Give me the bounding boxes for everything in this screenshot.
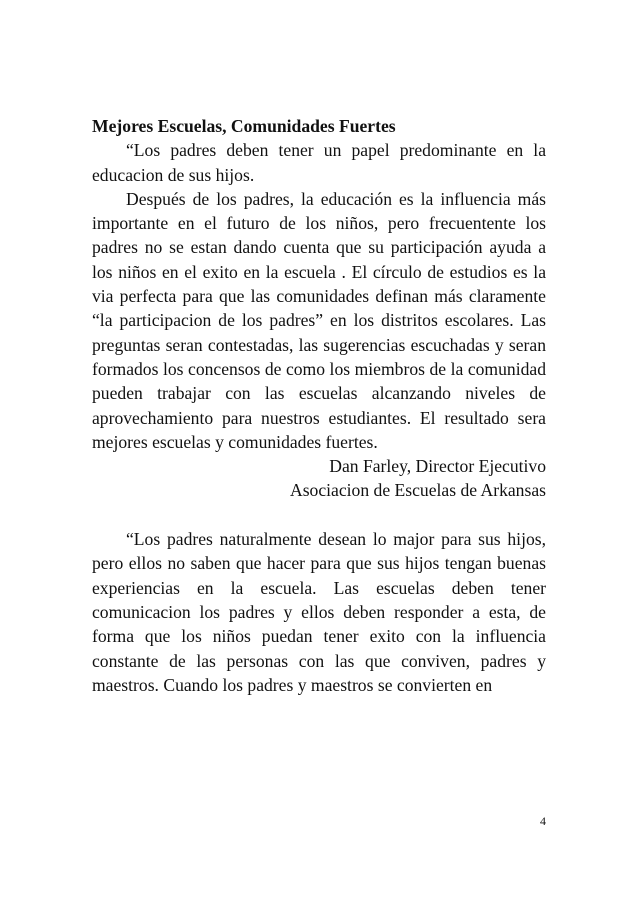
page-number: 4 [540, 814, 546, 828]
signature-name: Dan Farley, Director Ejecutivo [329, 456, 546, 477]
opening-quote: “Los padres deben tener un papel predominante en la educacion de sus hijos. [92, 140, 546, 185]
section-title: Mejores Escuelas, Comunidades Fuertes [92, 116, 396, 136]
signature-organization: Asociacion de Escuelas de Arkansas [289, 480, 546, 501]
paragraph-spacer [92, 503, 546, 527]
text-block [92, 114, 546, 697]
second-quote: “Los padres naturalmente desean lo major para sus hijos, pero ellos no saben que hacer para que sus hijos tengan buenas experiencias en la escuela. Las escuelas deben tener comunicacion los padres y ellos deben responder a esta, de forma que los niños puedan tener exito con la influencia constante de las personas con las que conviven, padres y maestros. Cuando los padres y maestros se convierten en [92, 529, 546, 695]
body-paragraph: Después de los padres, la educación es la influencia más importante en el futuro de los niños, pero frecuentente los padres no se estan dando cuenta que su participación ayuda a los niños en el exito en la escuela . El círculo de estudios es la via perfecta para que las comunidades definan más claramente “la participacion de los padres” en los distritos escolares. Las preguntas seran contestadas, las sugerencias escuchadas y seran formados los concensos de como los miembros de la comunidad pueden trabajar con las escuelas alcanzando niveles de aprovechamiento para nuestros estudiantes. El resultado sera mejores escuelas y comunidades fuertes. [92, 188, 546, 452]
